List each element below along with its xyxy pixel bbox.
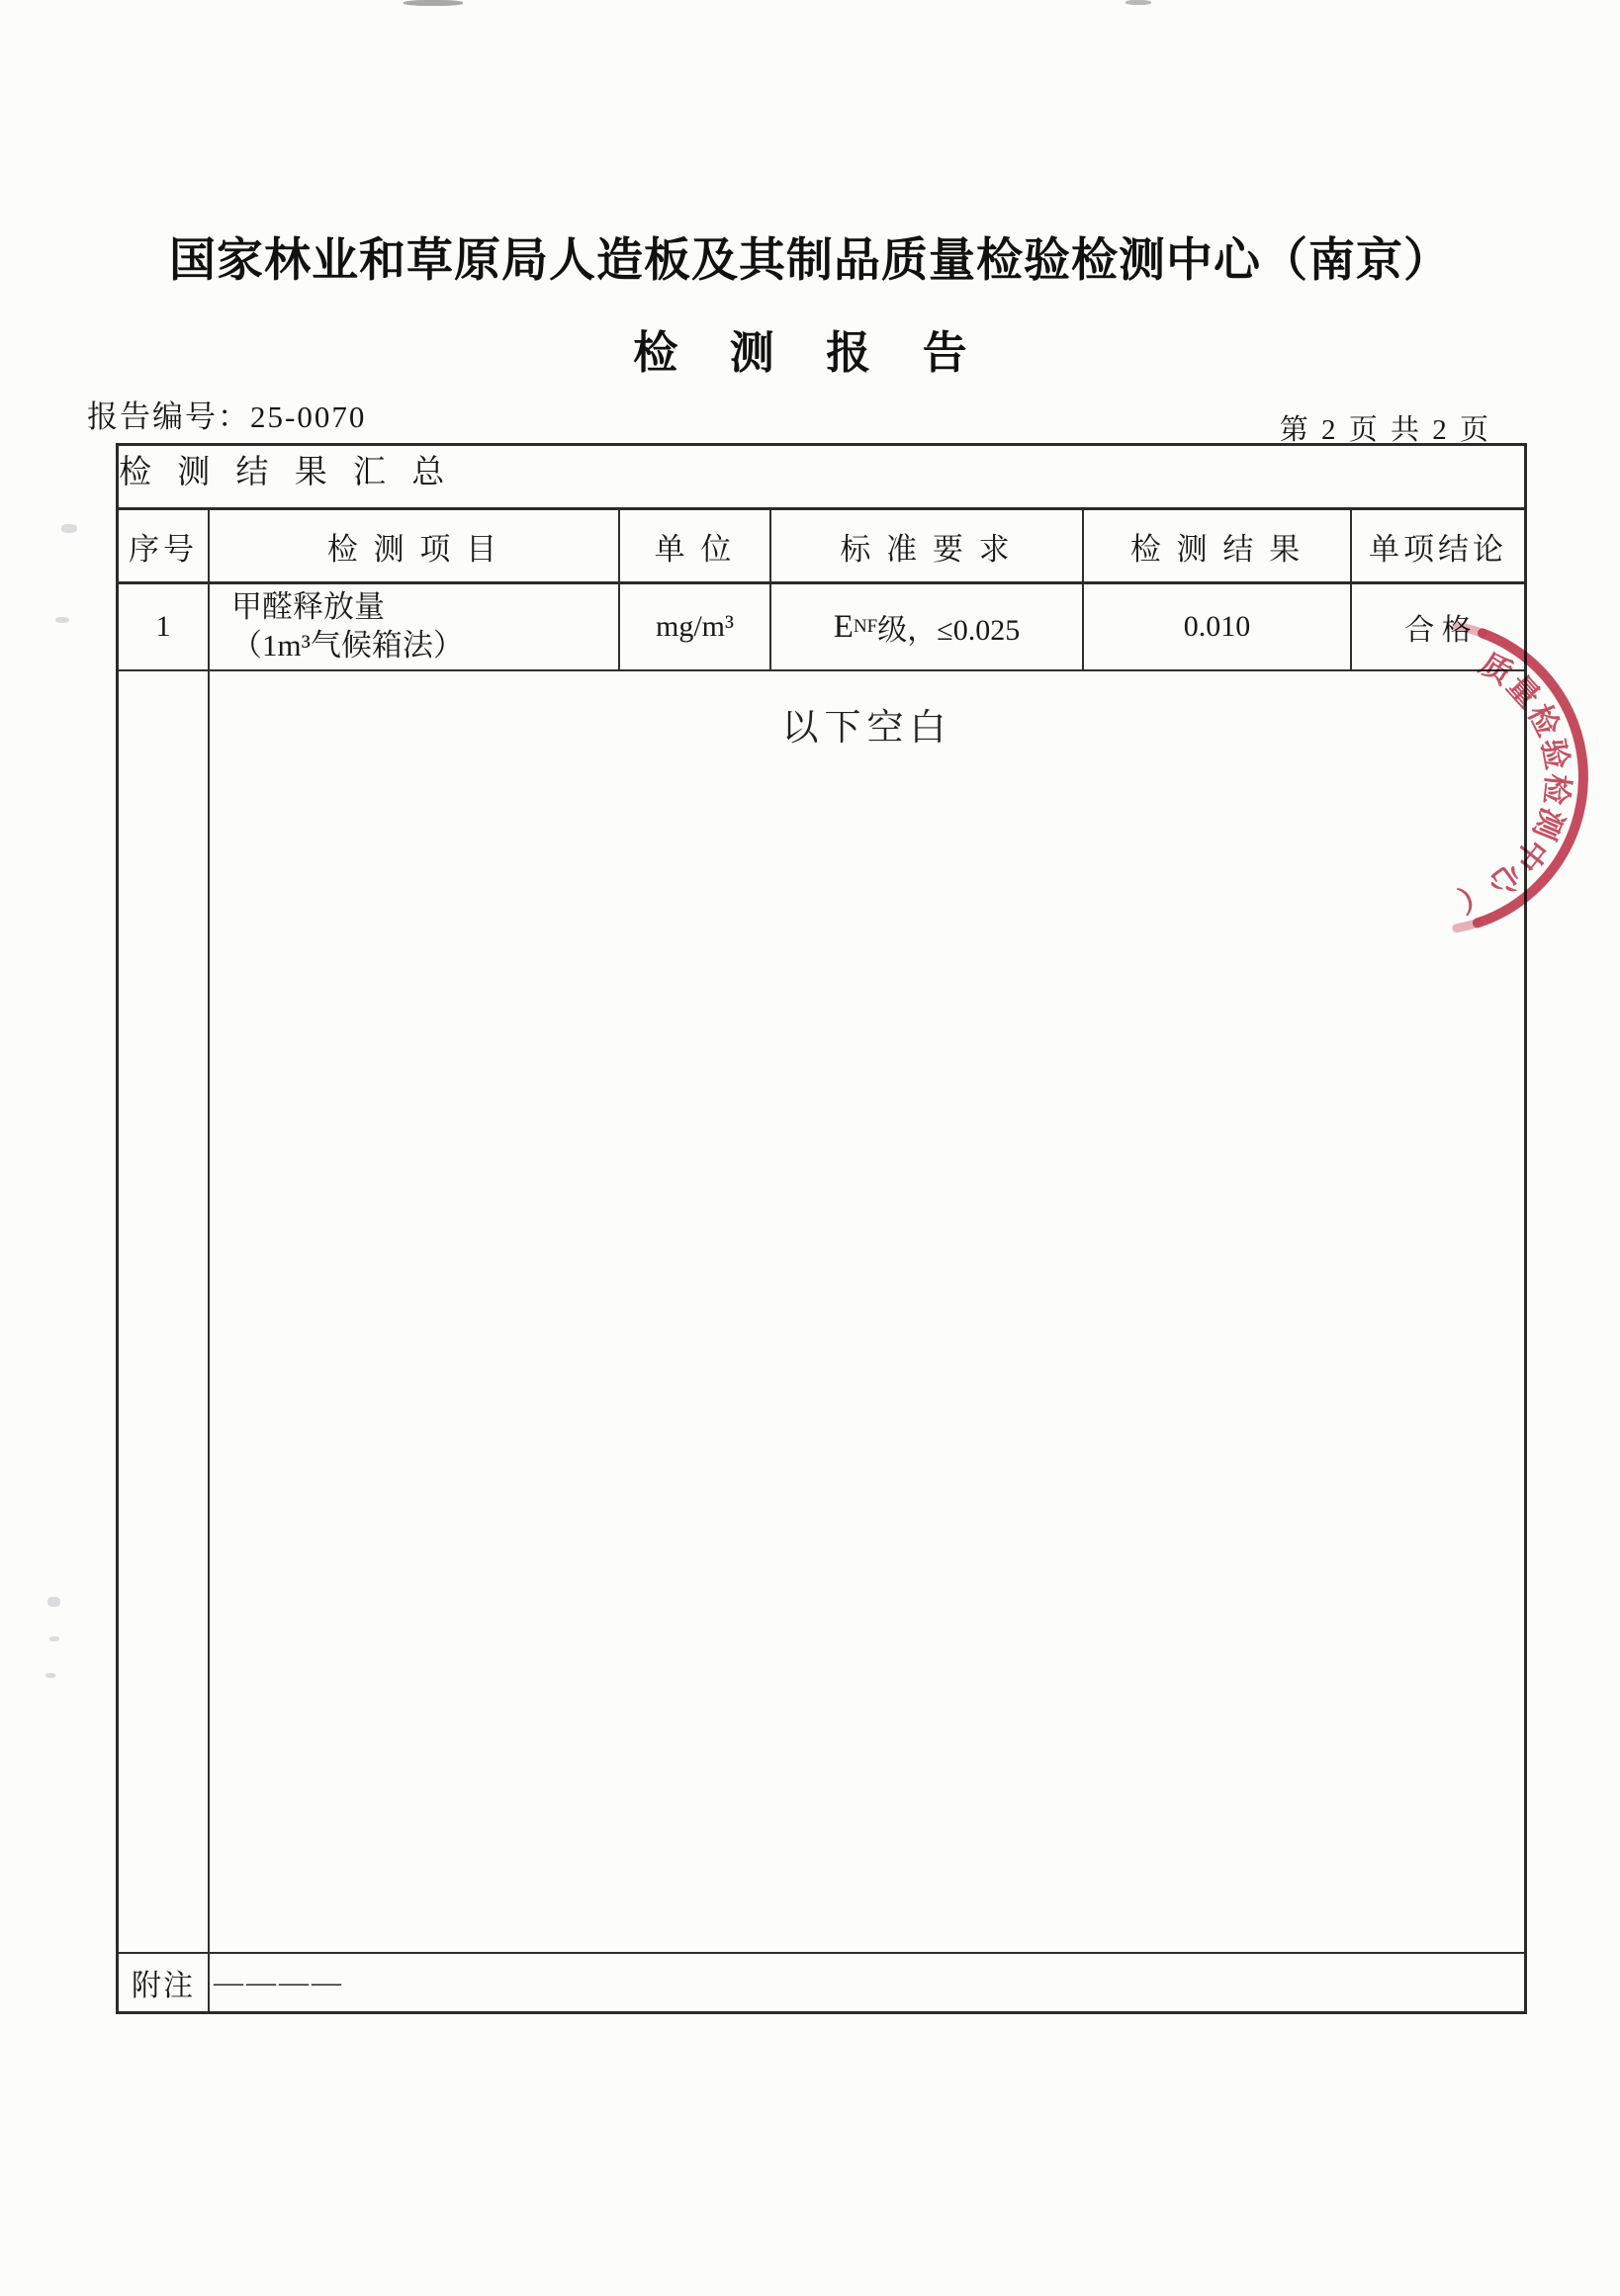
seal-arc-text: 质量检验检测中心（ <box>1452 646 1575 919</box>
standard-limit: 级，≤0.025 <box>877 614 1021 647</box>
blank-section-row <box>119 671 1524 1954</box>
test-item-line2: （1m³气候箱法） <box>231 628 464 662</box>
footnote-row <box>119 1954 1524 2011</box>
cell-standard-requirement <box>771 584 1084 669</box>
scan-artifact <box>55 617 69 623</box>
page-subtitle: 检 测 报 告 <box>633 327 987 378</box>
scan-artifact <box>61 524 77 533</box>
col-header-standard: 标 准 要 求 <box>771 510 1084 581</box>
table-row <box>119 584 1524 671</box>
col-header-result: 检 测 结 果 <box>1084 510 1352 581</box>
scan-artifact <box>47 1597 60 1607</box>
page-title: 国家林业和草原局人造板及其制品质量检验检测中心（南京） <box>169 233 1451 286</box>
cell-serial-no: 1 <box>119 584 210 669</box>
scan-artifact <box>1125 0 1151 5</box>
cell-test-item <box>210 584 620 669</box>
result-summary-table <box>116 443 1527 2014</box>
scan-artifact <box>404 0 463 6</box>
blank-serial-cell <box>119 671 210 1952</box>
standard-grade-subscript: NF <box>853 616 878 637</box>
scan-artifact <box>49 1636 59 1641</box>
col-header-conclusion: 单项结论 <box>1369 531 1507 567</box>
table-summary-header: 检 测 结 果 汇 总 <box>119 446 1524 510</box>
blank-body-cell <box>210 671 1524 1952</box>
footnote-label: 附注 <box>119 1954 210 2011</box>
cell-conclusion: 合 格 <box>1404 614 1472 647</box>
test-item-line1: 甲醛释放量 <box>231 589 385 625</box>
blank-below-note: 以下空白 <box>781 708 952 749</box>
scan-artifact <box>45 1673 55 1678</box>
page-indicator: 第 2 页 共 2 页 <box>1279 414 1491 446</box>
standard-grade-letter: E <box>833 608 854 645</box>
cell-test-result: 0.010 <box>1084 584 1352 669</box>
footnote-value: ———— <box>214 1966 344 1998</box>
col-header-no: 序号 <box>119 510 210 581</box>
col-header-unit: 单 位 <box>620 510 771 581</box>
col-header-item: 检 测 项 目 <box>210 510 620 581</box>
cell-unit: mg/m³ <box>620 584 771 669</box>
report-number: 报告编号：25-0070 <box>87 399 367 434</box>
table-column-headers <box>119 510 1524 584</box>
